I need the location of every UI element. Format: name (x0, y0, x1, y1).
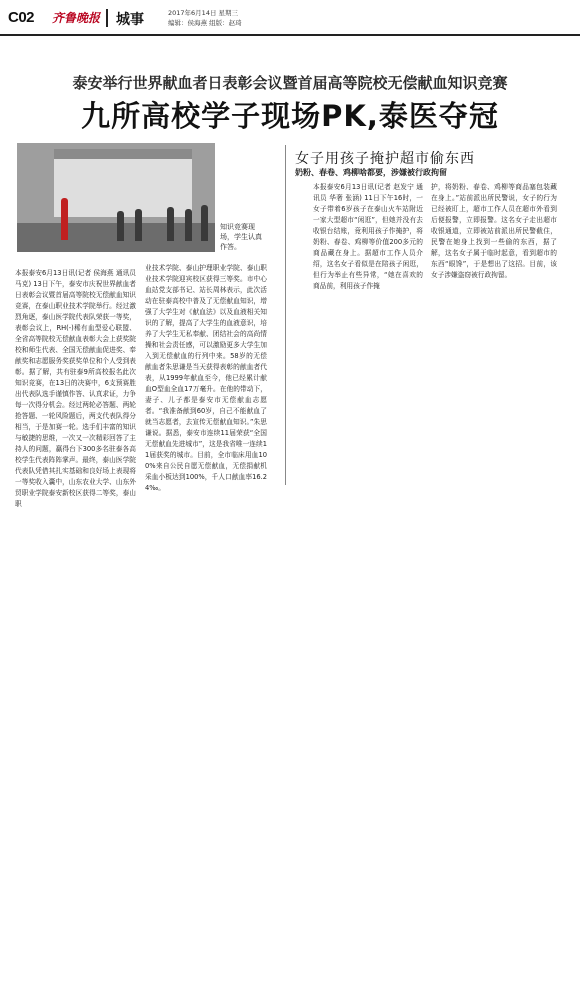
article1-body-col1: 本报泰安6月13日讯(记者 侯海燕 通讯员 马克) 13日下午，泰安市庆祝世界献血者日表彰会议暨首届高等院校无偿献血知识竞赛，在泰山职业技术学院举行。经过激烈角逐，泰山医学院代表队荣获一等奖，表彰会议上，RH(-)稀有血型爱心联盟、全省高等院校无偿献血表彰大会上获奖院校和师生代表、全国无偿献血促进奖、奉献奖和志愿服务奖获奖单位和个人受到表彰。据了解，共有驻泰9所高校报名此次知识竞赛，在13日的决赛中，6支预赛胜出代表队选手谨慎作答、认真求证，力争每一次得分机会。经过两轮必答题、两轮抢答题、一轮风险题后，两支代表队得分相当，于是加赛一轮。选手们丰富的知识与敏捷的思维，一次又一次精彩回答了主持人的问题，赢得台下300多名驻泰各高校学生代表阵阵掌声。最终，泰山医学院代表队凭借其扎实基础和良好场上表现将一等奖收入囊中，山东农业大学、山东外贸职业学院泰安新校区获得二等奖，泰山职 (15, 269, 136, 508)
audience-figure (167, 207, 174, 241)
article2-headline: 女子用孩子掩护超市偷东西 (295, 151, 475, 167)
section-name: 城事 (116, 12, 144, 28)
photo-caption: 知识竞赛现场，学生认真作答。 (220, 223, 262, 251)
article1-headline: 九所高校学子现场PK,泰医夺冠 (81, 99, 499, 133)
audience-figure (135, 209, 142, 241)
column-divider (285, 145, 286, 485)
date-line: 2017年6月14日 星期三 (168, 9, 239, 17)
article1-kicker: 泰安举行世界献血者日表彰会议暨首届高等院校无偿献血知识竞赛 (72, 74, 508, 92)
header-rule (0, 34, 580, 36)
masthead-logo: 齐鲁晚报 (52, 11, 101, 25)
article1-photo (17, 143, 215, 252)
article1-body-col2: 业技术学院、泰山护理职业学院、泰山职业技术学院迎宾校区获得三等奖。市中心血站党支部书记、站长周林表示，此次活动在驻泰高校中普及了无偿献血知识，增强了大学生对《献血法》以及血液相关知识的了解，提高了大学生的血液意识，培养了大学生无私奉献、团结社会的高尚情操和社会责任感，可以激励更多大学生加入到无偿献血的行列中来。58岁的无偿献血者朱思谦是当天获得表彰的献血者代表，从1999年献血至今，他已经累计献血O型血全血17万毫升。在他的带动下，妻子、儿子都是泰安市无偿献血志愿者。“我准备献到60岁，自己不能献血了就当志愿者，去宣传无偿献血知识。”朱思谦说。据悉，泰安市连续11届荣获“全国无偿献血先进城市”，这是我省唯一连续11届获奖的城市。目前，全市临床用血100%来自公民自愿无偿献血，无偿捐献机采血小板达到100%，千人口献血率16.24‰。 (145, 264, 267, 492)
audience-figure (117, 211, 124, 241)
editor-line: 编辑：侯海燕 组版：赵琦 (168, 19, 242, 27)
article2-body-col1: 本报泰安6月13日讯(记者 赵发宁 通讯员 华奢 张涵) 11日下午16时，一女子带着6岁孩子在泰山火车站附近一家大型超市“闲逛”，但她并没有去收银台结账，竟利用孩子作掩护，将奶粉、春卷、鸡柳等价值200多元的商品藏在身上。据超市工作人员介绍，这名女子看似是在陪孩子闲逛，但行为举止有些异常，“她在喜欢的商品前，利用孩子作掩 (313, 183, 423, 290)
presenter-figure (61, 198, 68, 240)
page-number: C02 (8, 9, 35, 26)
header-divider (106, 9, 108, 27)
page-header (0, 0, 580, 34)
article2-body-col2: 护，将奶粉、春卷、鸡柳等商品塞包装藏在身上。”站前派出所民警说，女子的行为已经被盯上，超市工作人员在超市外看到后便报警，立即报警。这名女子走出超市收银通道，立即被站前派出所民警截住，民警在她身上找到一些偷的东西，据了解，这名女子属于临时起意，看到超市的东西“眼馋”，于是想出了这招。目前，该女子涉嫌盗窃被行政拘留。 (431, 183, 557, 279)
article2-subhead: 奶粉、春卷、鸡柳啥都要，涉嫌被行政拘留 (295, 168, 447, 177)
audience-figure (201, 205, 208, 241)
audience-figure (185, 209, 192, 241)
